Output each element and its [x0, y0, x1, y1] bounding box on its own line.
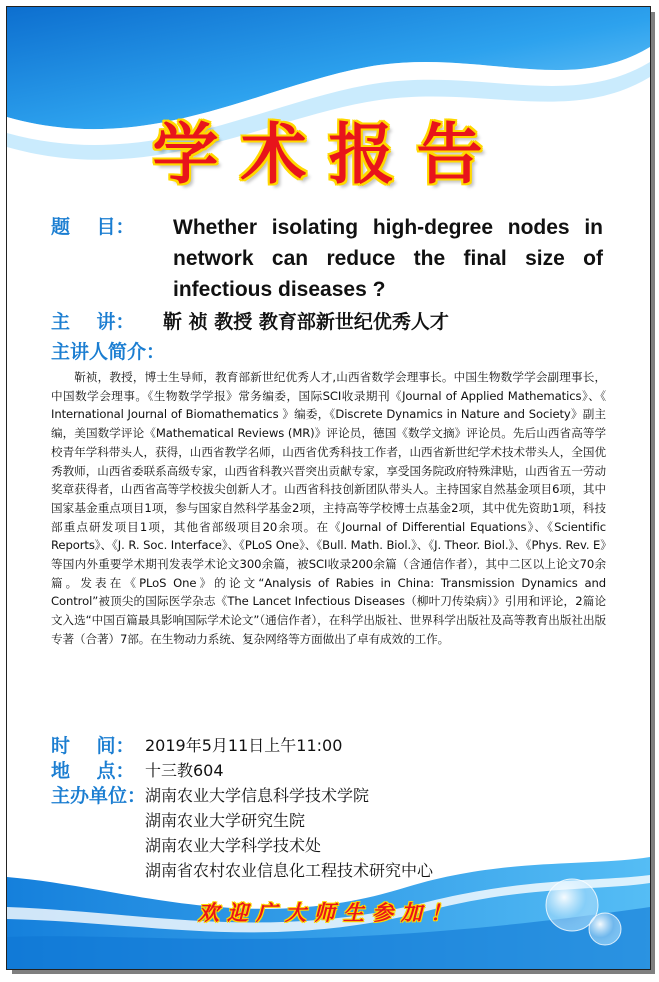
- organizer-label: 主办单位：: [51, 785, 147, 807]
- time-label: 时 间：: [51, 735, 135, 757]
- place-label: 地 点：: [51, 760, 135, 782]
- organizer-item: 湖南农业大学科学技术处: [145, 836, 322, 855]
- welcome-slogan: 欢迎广大师生参加！: [198, 900, 459, 925]
- speaker-text: 靳 祯 教授 教育部新世纪优秀人才: [163, 311, 449, 333]
- topic-text: Whether isolating high-degree nodes in network can reduce the final size of infectious diseases ?: [173, 216, 603, 301]
- organizer-item: 湖南省农村农业信息化工程技术研究中心: [145, 861, 434, 880]
- poster: [6, 6, 651, 970]
- bio-text: 靳祯，教授，博士生导师，教育部新世纪优秀人才,山西省数学会理事长。中国生物数学学会副理事长，中国数学会理事。《生物数学学报》常务编委，国际SCI收录期刊《Journal of Applied Mathematics》、《 International Journal of Biomathematics 》编委，《Discrete Dynamics in Nature and Society》副主编，美国数学评论《Mathematical Reviews (MR)》评论员，德国《数学文摘》评论员。先后山西省高等学校青年学科带头人，获得，山西省教学名师，山西省优秀科技工作者，山西省新世纪学术技术带头人，全国优秀教师，山西省委联系高级专家，山西省科教兴晋突出贡献专家，享受国务院政府特殊津贴，山西省五一劳动奖章获得者，山西省高等学校拔尖创新人才。山西省科技创新团队带头人。主持国家自然基金项目6项，其中国家基金重点项目1项，参与国家自然科学基金2项，主持高等学校博士点基金2项，其中优先资助1项，科技部重点研发项目1项，其他省部级项目20余项。在《Journal of Differential Equations》、《Scientific Reports》、《J. R. Soc. Interface》、《PLoS One》、《Bull. Math. Biol.》、《J. Theor. Biol.》、《Phys. Rev. E》等国内外重要学术期刊发表学术论文300余篇，被SCI收录200余篇（含通信作者），其中二区以上论文70余篇。发表在《PLoS One》的论文“Analysis of Rabies in China: Transmission Dynamics and Control”被顶尖的国际医学杂志《The Lancet Infectious Diseases（柳叶刀传染病）》引用和评论，2篇论文入选“中国百篇最具影响国际学术论文”（通信作者），在科学出版社、世界科学出版社及高等教育出版社出版专著（合著）7部。在生物动力系统、复杂网络等方面做出了卓有成效的工作。: [51, 370, 606, 646]
- organizer-item: 湖南农业大学研究生院: [145, 811, 306, 830]
- bio-label: 主讲人简介：: [51, 341, 166, 363]
- speaker-label: 主 讲：: [51, 311, 135, 333]
- poster-title: 学术报告: [152, 116, 505, 193]
- place-text: 十三教604: [145, 761, 224, 780]
- topic-label: 题 目：: [51, 216, 135, 238]
- time-text: 2019年5月11日上午11:00: [145, 736, 343, 755]
- organizer-item: 湖南农业大学信息科学技术学院: [145, 786, 370, 805]
